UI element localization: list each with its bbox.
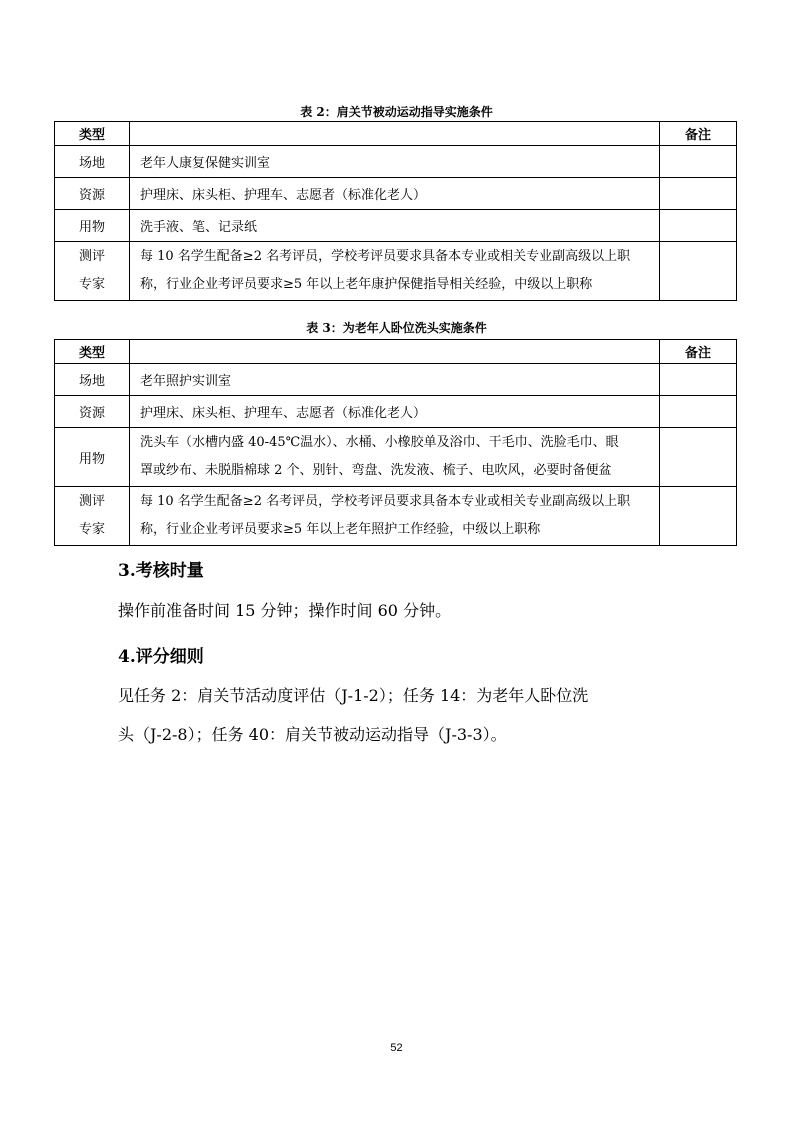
row-type: 资源 [55,396,130,428]
table-row [55,146,737,178]
row-type-line: 专家 [78,277,105,292]
row-type-line: 测评 [78,494,105,509]
header-content [130,122,660,146]
table-row [55,428,737,487]
row-type [55,242,130,301]
table-row [55,210,737,242]
row-type-line: 测评 [78,249,105,264]
row-content-line: 每 10 名学生配备≥2 名考评员，学校考评员要求具备本专业或相关专业副高级以上职 [140,249,631,264]
table3 [54,339,737,546]
section3-text: 操作前准备时间 15 分钟；操作时间 60 分钟。 [118,601,452,620]
row-type: 用物 [55,210,130,242]
header-note: 备注 [660,122,737,146]
table2-caption: 表 2：肩关节被动运动指导实施条件 [300,105,493,119]
table-row [55,487,737,546]
row-note [660,210,737,242]
header-type: 类型 [55,340,130,364]
table-header-row [55,122,737,146]
row-type [55,487,130,546]
row-content-line: 洗头车（水槽内盛 40-45℃温水）、水桶、小橡胶单及浴巾、干毛巾、洗脸毛巾、眼 [140,435,619,450]
row-content: 护理床、床头柜、护理车、志愿者（标准化老人） [130,178,660,210]
table2 [54,121,737,301]
table3-caption: 表 3：为老年人卧位洗头实施条件 [306,321,487,335]
row-note [660,242,737,301]
row-note [660,364,737,396]
header-note: 备注 [660,340,737,364]
section4-text-line1: 见任务 2：肩关节活动度评估（J-1-2）；任务 14：为老年人卧位洗 [118,686,589,705]
row-content: 老年人康复保健实训室 [130,146,660,178]
row-note [660,396,737,428]
row-note [660,146,737,178]
row-content: 洗手液、笔、记录纸 [130,210,660,242]
row-type-line: 专家 [78,522,105,537]
table-header-row [55,340,737,364]
table-row [55,396,737,428]
row-content [130,242,660,301]
row-type: 资源 [55,178,130,210]
table-row [55,242,737,301]
table-row [55,178,737,210]
row-content [130,487,660,546]
row-content-line: 罩或纱布、未脱脂棉球 2 个、别针、弯盘、洗发液、梳子、电吹风，必要时备便盆 [140,463,612,478]
row-content: 护理床、床头柜、护理车、志愿者（标准化老人） [130,396,660,428]
row-type: 用物 [55,428,130,487]
table-row [55,364,737,396]
row-note [660,428,737,487]
row-type: 场地 [55,146,130,178]
row-type: 场地 [55,364,130,396]
section3-heading: 3.考核时量 [118,561,204,581]
section4-text-line2: 头（J-2-8）；任务 40：肩关节被动运动指导（J-3-3）。 [118,725,507,744]
row-content-line: 称，行业企业考评员要求≥5 年以上老年照护工作经验，中级以上职称 [140,522,541,537]
row-content-line: 每 10 名学生配备≥2 名考评员，学校考评员要求具备本专业或相关专业副高级以上职 [140,494,631,509]
page-number: 52 [390,1042,403,1054]
row-note [660,487,737,546]
section4-heading: 4.评分细则 [118,647,204,667]
row-content: 老年照护实训室 [130,364,660,396]
header-type: 类型 [55,122,130,146]
row-content-line: 称，行业企业考评员要求≥5 年以上老年康护保健指导相关经验，中级以上职称 [140,277,593,292]
row-note [660,178,737,210]
header-content [130,340,660,364]
row-content [130,428,660,487]
